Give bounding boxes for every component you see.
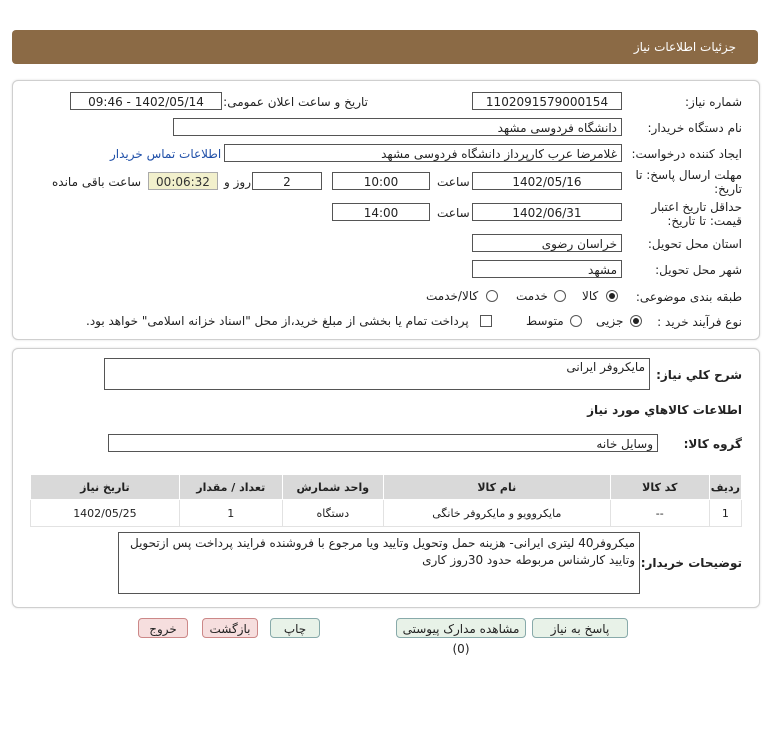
validity-time-field: 14:00: [332, 203, 430, 221]
back-button[interactable]: بازگشت: [202, 618, 258, 638]
goods-table: [30, 474, 742, 527]
category-goods-label: کالا: [582, 289, 599, 303]
category-radio-goods-service[interactable]: [486, 290, 498, 302]
creator-label: ایجاد کننده درخواست:: [631, 147, 742, 161]
exit-button[interactable]: خروج: [138, 618, 188, 638]
remaining-label: ساعت باقی مانده: [52, 175, 142, 189]
category-radio-goods[interactable]: [606, 290, 618, 302]
process-minor-label: جزیی: [596, 314, 624, 328]
days-field: 2: [252, 172, 322, 190]
category-goods-service-label: کالا/خدمت: [426, 289, 479, 303]
validity-label: حداقل تاریخ اعتبار: [651, 200, 742, 214]
treasury-payment-checkbox[interactable]: [480, 315, 492, 327]
creator-field: غلامرضا عرب کارپرداز دانشگاه فردوسی مشهد: [224, 144, 622, 162]
cell-unit: دستگاه: [282, 500, 383, 527]
cell-date: 1402/05/25: [31, 500, 180, 527]
view-attachments-button[interactable]: مشاهده مدارک پیوستی (0): [396, 618, 526, 638]
goods-info-title: اطلاعات کالاهاي مورد نياز: [587, 403, 742, 417]
announce-label: تاریخ و ساعت اعلان عمومی:: [223, 95, 368, 109]
province-label: استان محل تحویل:: [647, 237, 742, 251]
need-number-field: 1102091579000154: [472, 92, 622, 110]
cell-name: مایکروویو و مایکروفر خانگی: [383, 500, 610, 527]
validity-time-label: ساعت: [437, 206, 470, 220]
buyer-contact-link[interactable]: اطلاعات تماس خریدار: [110, 147, 222, 161]
need-number-label: شماره نیاز:: [685, 95, 742, 109]
goods-group-label: گروه کالا:: [683, 437, 742, 451]
buyer-org-field: دانشگاه فردوسی مشهد: [173, 118, 622, 136]
summary-field: مایکروفر ایرانی: [104, 358, 650, 390]
buyer-org-label: نام دستگاه خریدار:: [647, 121, 742, 135]
announce-field: 1402/05/14 - 09:46: [70, 92, 222, 110]
deadline-label: مهلت ارسال پاسخ: تا: [635, 168, 742, 182]
summary-label: شرح کلي نياز:: [656, 368, 742, 382]
buyer-notes-field: میکروفر40 لیتری ایرانی- هزینه حمل وتحویل وتایید ویا مرجوع با فروشنده فرایند پرداخت پس ازتحویل وتایید کارشناس مربوطه حدود 30روز کاری: [118, 532, 640, 594]
validity-date-field: 1402/06/31: [472, 203, 622, 221]
cell-qty: 1: [179, 500, 282, 527]
deadline-date-field: 1402/05/16: [472, 172, 622, 190]
category-label: طبقه بندی موضوعی:: [635, 290, 742, 304]
deadline-time-field: 10:00: [332, 172, 430, 190]
process-radio-medium[interactable]: [570, 315, 582, 327]
buyer-notes-label: توضیحات خریدار:: [640, 556, 742, 570]
cell-row: 1: [709, 500, 741, 527]
goods-table-header: [31, 475, 742, 500]
category-service-label: خدمت: [516, 289, 548, 303]
validity-label-2: قیمت: تا تاریخ:: [667, 214, 742, 228]
cell-code: --: [610, 500, 709, 527]
deadline-time-label: ساعت: [437, 175, 470, 189]
city-field: مشهد: [472, 260, 622, 278]
print-button[interactable]: چاپ: [270, 618, 320, 638]
page-header: [12, 30, 758, 64]
process-label: نوع فرآیند خرید :: [657, 315, 742, 329]
page-title: جزئیات اطلاعات نیاز: [633, 40, 736, 54]
treasury-payment-note: پرداخت تمام یا بخشی از مبلغ خرید،از محل "اسناد خزانه اسلامی" خواهد بود.: [86, 314, 469, 328]
remaining-time-field: 00:06:32: [148, 172, 218, 190]
process-medium-label: متوسط: [526, 314, 564, 328]
process-radio-minor[interactable]: [630, 315, 642, 327]
col-unit: واحد شمارش: [282, 475, 383, 500]
col-date: تاریخ نیاز: [31, 475, 180, 500]
city-label: شهر محل تحویل:: [655, 263, 742, 277]
category-radio-service[interactable]: [554, 290, 566, 302]
reply-button[interactable]: پاسخ به نیاز: [532, 618, 628, 638]
col-code: کد کالا: [610, 475, 709, 500]
col-name: نام کالا: [383, 475, 610, 500]
col-qty: تعداد / مقدار: [179, 475, 282, 500]
days-label: روز و: [224, 175, 251, 189]
deadline-label-2: تاریخ:: [714, 182, 742, 196]
table-row: [31, 500, 742, 527]
col-row: ردیف: [709, 475, 741, 500]
goods-group-field: وسایل خانه: [108, 434, 658, 452]
province-field: خراسان رضوی: [472, 234, 622, 252]
